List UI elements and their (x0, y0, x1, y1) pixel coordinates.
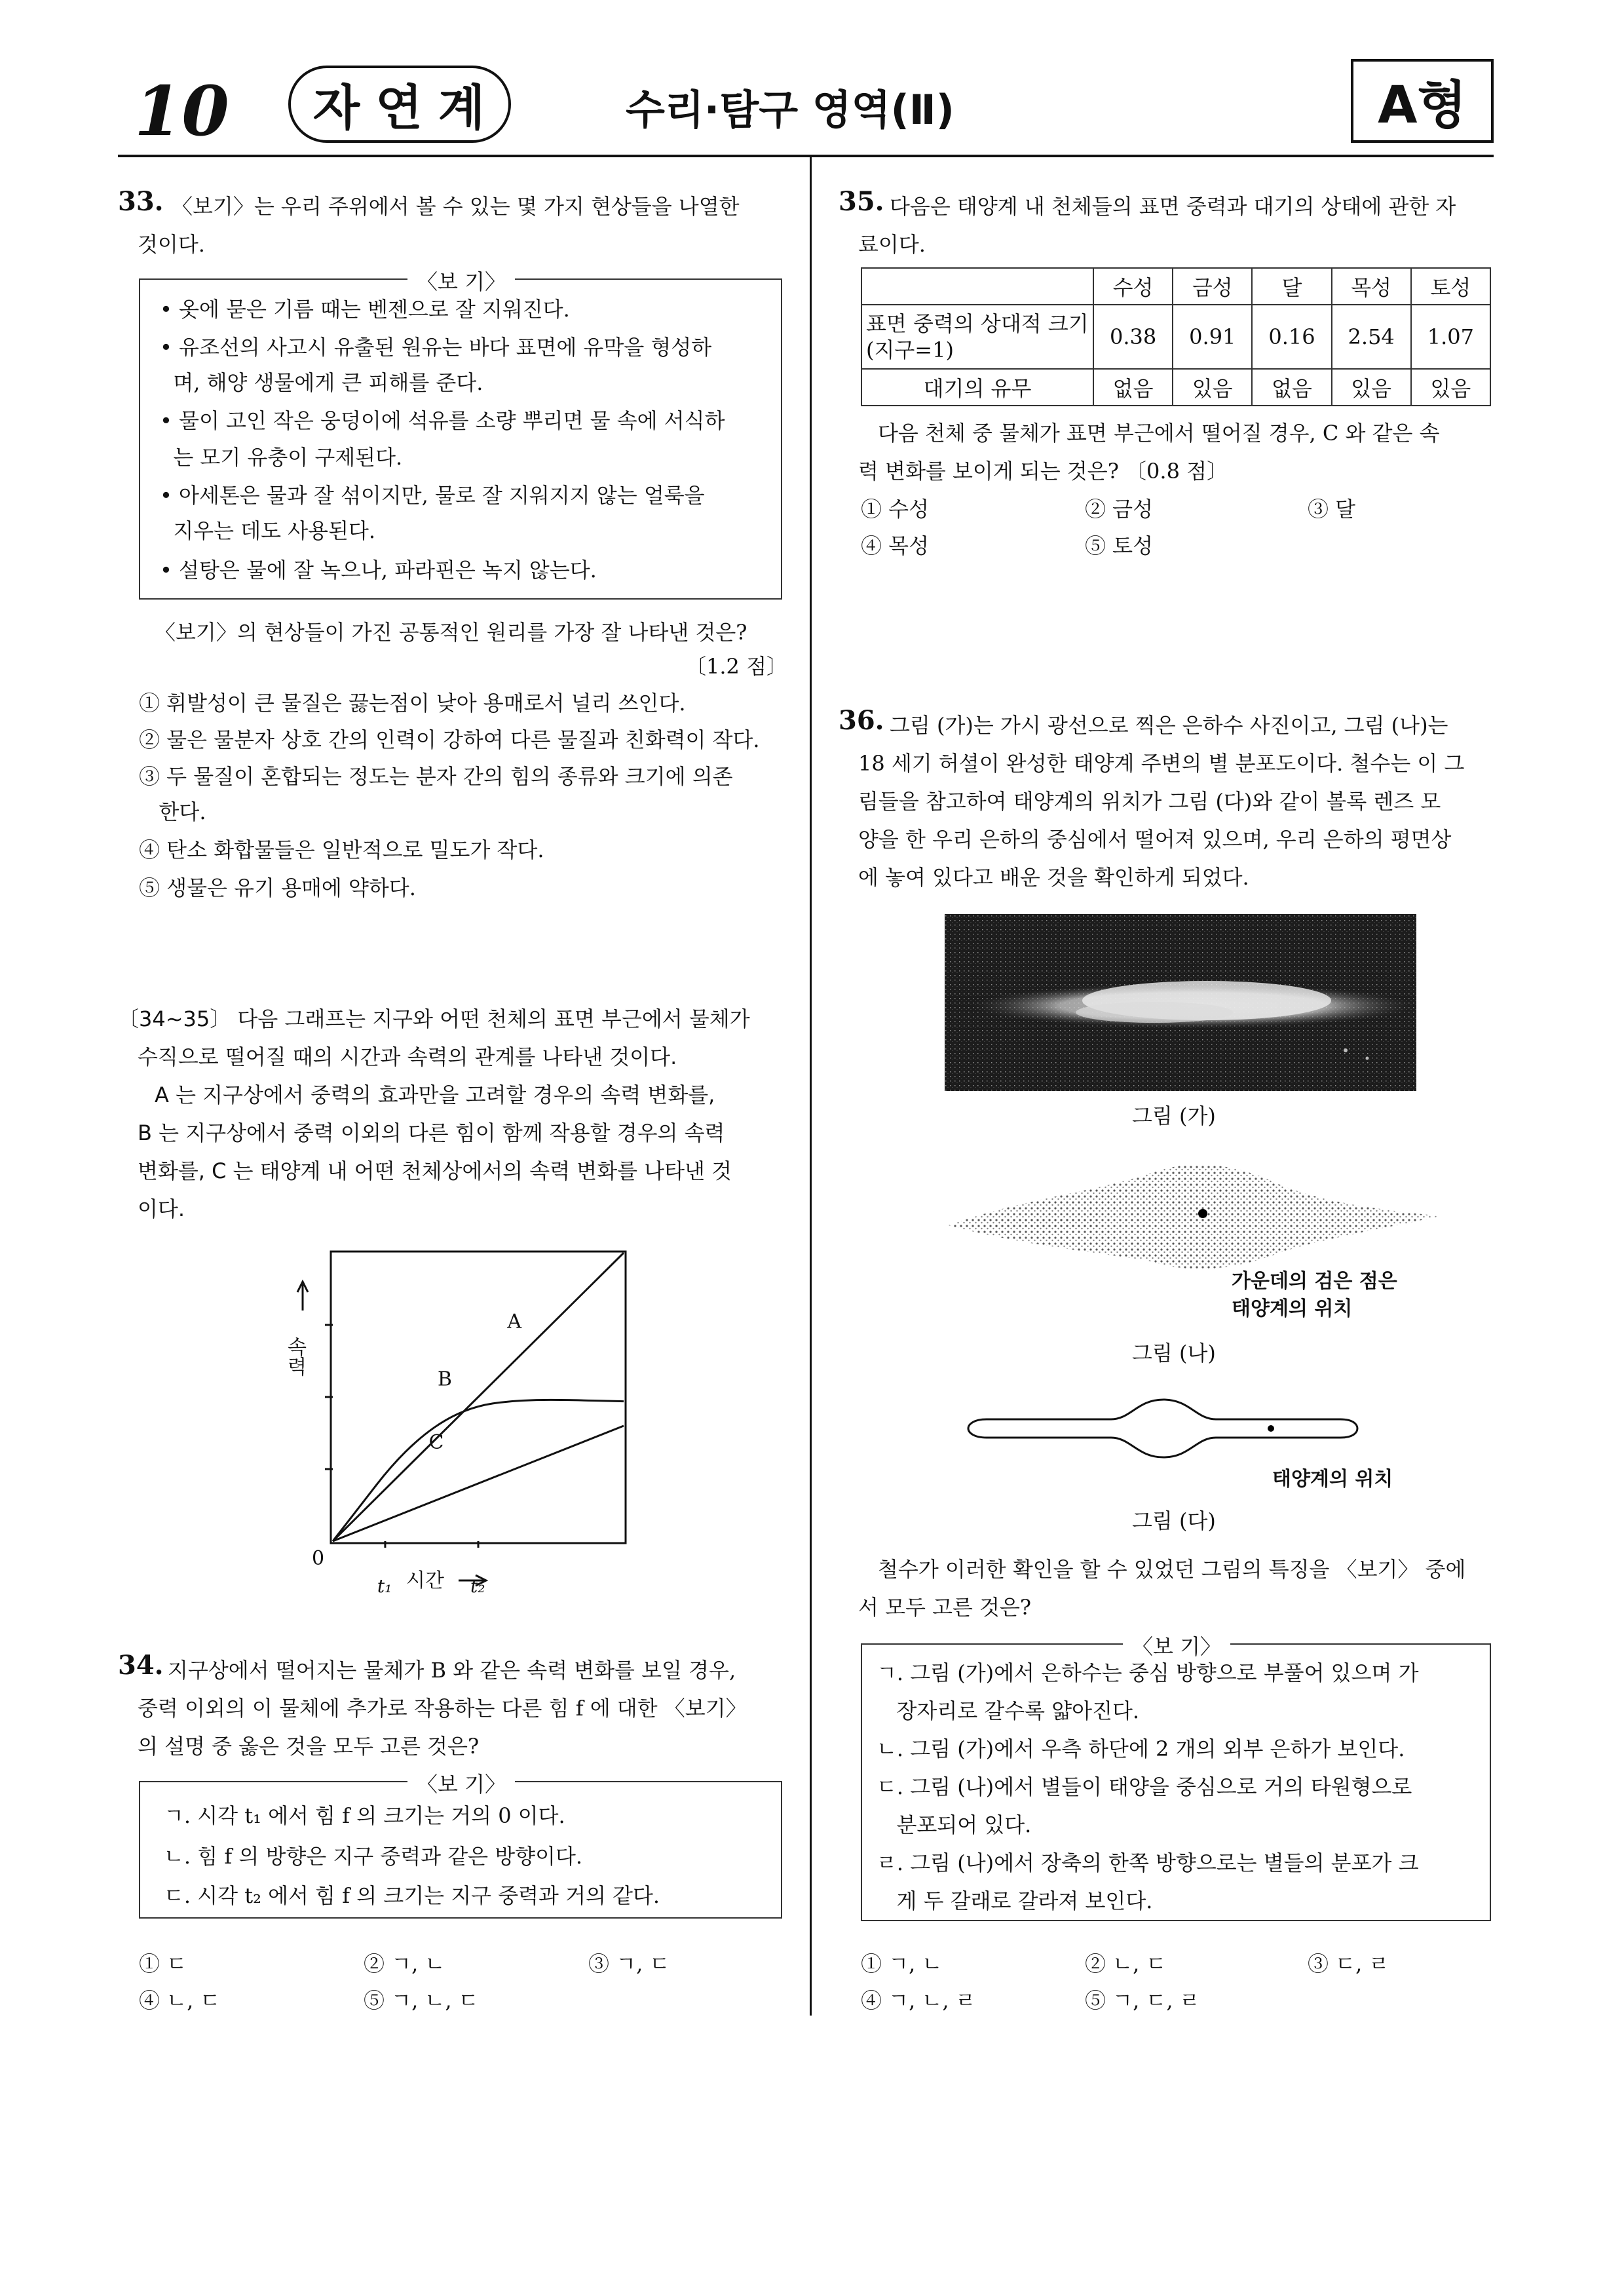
series-line-A (333, 1253, 624, 1541)
solar-system-marker (1268, 1425, 1274, 1432)
option-2[interactable]: ② ㄱ, ㄴ (364, 1951, 445, 1976)
bogi-line: 는 모기 유충이 구제된다. (160, 445, 403, 470)
question-prompt: 양을 한 우리 은하의 중심에서 떨어져 있으며, 우리 은하의 평면상 (858, 827, 1452, 852)
page-number: 10 (134, 71, 229, 151)
intro-line: A 는 지구상에서 중력의 효과만을 고려할 경우의 속력 변화를, (155, 1082, 715, 1107)
bogi-line: • 옷에 묻은 기름 때는 벤젠으로 잘 지워진다. (160, 297, 570, 322)
table-header-cell: 토성 (1411, 268, 1490, 305)
exam-title: 수리·탐구 영역(Ⅱ) (626, 86, 955, 134)
milky-way-photo (945, 914, 1416, 1091)
figure-label: 가운데의 검은 점은 (1232, 1270, 1397, 1293)
bogi-line: ㄷ. 그림 (나)에서 별들이 태양을 중심으로 거의 타원형으로 (877, 1774, 1412, 1799)
option-1[interactable]: ① 휘발성이 큰 물질은 끓는점이 낮아 용매로서 널리 쓰인다. (139, 691, 686, 716)
series-line-B (333, 1400, 624, 1541)
question-stem: 〈보기〉의 현상들이 가진 공통적인 원리를 가장 잘 나타낸 것은? (155, 620, 747, 645)
option-4[interactable]: ④ 목성 (861, 533, 929, 558)
table-cell: 있음 (1173, 369, 1252, 406)
option-4[interactable]: ④ 탄소 화합물들은 일반적으로 밀도가 작다. (139, 837, 544, 862)
question-prompt: 중력 이외의 이 물체에 추가로 작용하는 다른 힘 f 에 대한 〈보기〉 (138, 1696, 747, 1721)
question-prompt: 의 설명 중 옳은 것을 모두 고른 것은? (138, 1734, 480, 1759)
bogi-line: ㄷ. 시각 t₂ 에서 힘 f 의 크기는 지구 중력과 거의 같다. (164, 1883, 660, 1908)
option-3-continued: 한다. (139, 799, 206, 824)
bogi-line: 지우는 데도 사용된다. (160, 518, 376, 543)
option-4[interactable]: ④ ㄱ, ㄴ, ㄹ (861, 1988, 976, 2013)
option-3[interactable]: ③ ㄱ, ㄷ (588, 1951, 670, 1976)
bogi-line: ㄹ. 그림 (나)에서 장축의 한쪽 방향으로는 별들의 분포가 크 (877, 1850, 1419, 1875)
bogi-title: 〈보 기〉 (1123, 1630, 1230, 1660)
table-cell: 없음 (1093, 369, 1173, 406)
bogi-line: ㄱ. 시각 t₁ 에서 힘 f 의 크기는 거의 0 이다. (164, 1803, 565, 1828)
table-row-label: 대기의 유무 (861, 369, 1093, 406)
bogi-box (861, 1634, 1491, 1921)
table-cell: 0.91 (1173, 305, 1252, 369)
x-tick-label: t₁ (377, 1575, 392, 1597)
bogi-title: 〈보 기〉 (407, 1768, 515, 1798)
table-cell: 0.38 (1093, 305, 1173, 369)
intro-line: 수직으로 떨어질 때의 시간과 속력의 관계를 나타낸 것이다. (138, 1044, 677, 1069)
question-stem: 철수가 이러한 확인을 할 수 있었던 그림의 특징을 〈보기〉 중에 (878, 1557, 1466, 1582)
question-stem: 력 변화를 보이게 되는 것은? 〔0.8 점〕 (858, 459, 1228, 484)
bogi-line: 며, 해양 생물에게 큰 피해를 준다. (160, 370, 483, 395)
bogi-line: • 물이 고인 작은 웅덩이에 석유를 소량 뿌리면 물 속에 서식하 (160, 408, 725, 433)
option-2[interactable]: ② 물은 물분자 상호 간의 인력이 강하여 다른 물질과 친화력이 작다. (139, 727, 760, 752)
origin-label: 0 (312, 1547, 325, 1570)
question-prompt: 림들을 참고하여 태양계의 위치가 그림 (다)와 같이 볼록 렌즈 모 (858, 789, 1441, 814)
bogi-box (139, 1772, 782, 1919)
option-1[interactable]: ① ㄷ (139, 1951, 187, 1976)
table-cell: 2.54 (1332, 305, 1411, 369)
bogi-line: • 설탕은 물에 잘 녹으나, 파라핀은 녹지 않는다. (160, 558, 597, 583)
table-cell: 있음 (1332, 369, 1411, 406)
question-prompt: 그림 (가)는 가시 광선으로 찍은 은하수 사진이고, 그림 (나)는 (890, 713, 1448, 738)
figure-label: 태양계의 위치 (1232, 1297, 1353, 1320)
option-5[interactable]: ⑤ 토성 (1085, 533, 1153, 558)
form-type-badge: A형 (1351, 59, 1494, 143)
series-label-B: B (437, 1368, 452, 1391)
table-cell: 있음 (1411, 369, 1490, 406)
bogi-line: 장자리로 갈수록 얇아진다. (877, 1698, 1140, 1723)
figure-caption: 그림 (가) (1132, 1103, 1216, 1128)
bogi-line: 게 두 갈래로 갈라져 보인다. (877, 1888, 1153, 1913)
question-prompt: 에 놓여 있다고 배운 것을 확인하게 되었다. (858, 865, 1249, 890)
intro-line: 〔34∼35〕 다음 그래프는 지구와 어떤 천체의 표면 부근에서 물체가 (118, 1006, 750, 1031)
question-number: 36. (839, 705, 884, 736)
table-header-cell: 달 (1252, 268, 1331, 305)
bogi-line: ㄴ. 힘 f 의 방향은 지구 중력과 같은 방향이다. (164, 1844, 583, 1869)
option-5[interactable]: ⑤ ㄱ, ㄴ, ㄷ (364, 1988, 479, 2013)
bogi-title: 〈보 기〉 (407, 265, 515, 296)
question-number: 35. (839, 186, 884, 217)
table-row (861, 369, 1490, 406)
bogi-line: 분포되어 있다. (877, 1812, 1032, 1837)
table-cell: 없음 (1252, 369, 1331, 406)
column-divider (810, 155, 812, 2016)
option-3[interactable]: ③ ㄷ, ㄹ (1308, 1951, 1389, 1976)
figure-label: 태양계의 위치 (1272, 1468, 1393, 1491)
intro-line: 이다. (138, 1196, 185, 1221)
table-header-cell: 금성 (1173, 268, 1252, 305)
planet-data-table (861, 267, 1491, 406)
question-prompt: 〈보기〉는 우리 주위에서 볼 수 있는 몇 가지 현상들을 나열한 (172, 194, 740, 219)
table-cell: 1.07 (1411, 305, 1490, 369)
table-header-cell: 목성 (1332, 268, 1411, 305)
question-number: 33. (118, 186, 164, 217)
header-rule (118, 155, 1494, 157)
speed-time-graph (275, 1238, 642, 1605)
option-3[interactable]: ③ 달 (1308, 497, 1356, 522)
question-prompt: 다음은 태양계 내 천체들의 표면 중력과 대기의 상태에 관한 자 (890, 194, 1456, 219)
x-tick-label: t₂ (470, 1575, 485, 1597)
option-2[interactable]: ② 금성 (1085, 497, 1153, 522)
galaxy-side-view (960, 1389, 1367, 1474)
table-row-label: 표면 중력의 상대적 크기(지구=1) (861, 305, 1093, 369)
section-label: 자연계 (288, 66, 511, 143)
bogi-line: • 유조선의 사고시 유출된 원유는 바다 표면에 유막을 형성하 (160, 335, 712, 360)
option-2[interactable]: ② ㄴ, ㄷ (1085, 1951, 1167, 1976)
question-prompt: 것이다. (138, 232, 205, 257)
option-4[interactable]: ④ ㄴ, ㄷ (139, 1988, 221, 2013)
table-header-cell: 수성 (1093, 268, 1173, 305)
series-label-A: A (507, 1310, 522, 1333)
table-header-row (861, 268, 1490, 305)
x-axis-label: 시간 (406, 1569, 444, 1592)
question-stem: 서 모두 고른 것은? (858, 1595, 1032, 1620)
bogi-box (139, 269, 782, 600)
bogi-line: • 아세톤은 물과 잘 섞이지만, 물로 잘 지워지지 않는 얼룩을 (160, 483, 705, 508)
series-label-C: C (428, 1431, 444, 1455)
question-prompt: 료이다. (858, 232, 926, 257)
table-cell: 0.16 (1252, 305, 1331, 369)
table-row (861, 305, 1490, 369)
question-number: 34. (118, 1650, 164, 1681)
question-points: 〔1.2 점〕 (685, 654, 787, 679)
question-prompt: 지구상에서 떨어지는 물체가 B 와 같은 속력 변화를 보일 경우, (168, 1658, 736, 1683)
y-axis-label: 속력 (283, 1337, 307, 1376)
option-3[interactable]: ③ 두 물질이 혼합되는 정도는 분자 간의 힘의 종류와 크기에 의존 (139, 764, 733, 789)
option-5[interactable]: ⑤ ㄱ, ㄷ, ㄹ (1085, 1988, 1200, 2013)
option-1[interactable]: ① 수성 (861, 497, 929, 522)
figure-caption: 그림 (나) (1132, 1341, 1216, 1366)
option-1[interactable]: ① ㄱ, ㄴ (861, 1951, 943, 1976)
figure-caption: 그림 (다) (1132, 1508, 1216, 1533)
y-axis-arrow (297, 1282, 308, 1311)
table-header-cell (861, 268, 1093, 305)
question-prompt: 18 세기 허셜이 완성한 태양계 주변의 별 분포도이다. 철수는 이 그 (858, 751, 1465, 776)
intro-line: B 는 지구상에서 중력 이외의 다른 힘이 함께 작용할 경우의 속력 (138, 1120, 725, 1145)
question-stem: 다음 천체 중 물체가 표면 부근에서 떨어질 경우, C 와 같은 속 (878, 421, 1440, 446)
bogi-line: ㄴ. 그림 (가)에서 우측 하단에 2 개의 외부 은하가 보인다. (877, 1736, 1405, 1761)
option-5[interactable]: ⑤ 생물은 유기 용매에 약하다. (139, 875, 416, 900)
intro-line: 변화를, C 는 태양계 내 어떤 천체상에서의 속력 변화를 나타낸 것 (138, 1158, 732, 1183)
bogi-line: ㄱ. 그림 (가)에서 은하수는 중심 방향으로 부풀어 있으며 가 (877, 1660, 1419, 1685)
